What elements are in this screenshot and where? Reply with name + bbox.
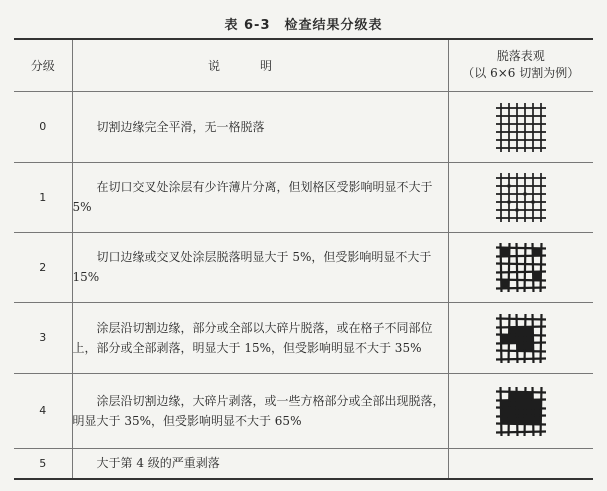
table-row: [14, 162, 593, 232]
flake-mark: [523, 193, 526, 196]
cut-line: [496, 350, 546, 351]
cut-line: [532, 387, 533, 436]
cut-line: [524, 243, 525, 292]
table-caption: [0, 14, 607, 33]
appearance-header-line1: 脱落表观: [496, 49, 545, 64]
flake-mark: [507, 201, 510, 204]
grade-description: 大于第 4 级的严重剥落: [72, 448, 448, 479]
cut-line: [532, 314, 533, 363]
grade-description: 切割边缘完全平滑，无一格脱落: [72, 91, 448, 162]
detached-cell: [501, 335, 509, 343]
cut-line: [500, 243, 501, 292]
cut-line: [496, 391, 546, 392]
grade-value: 2: [14, 232, 72, 302]
detached-cell: [533, 400, 541, 408]
cut-line: [496, 280, 546, 281]
detached-cell: [509, 335, 517, 343]
grade-value: 0: [14, 91, 72, 162]
detached-cell: [525, 416, 533, 424]
grade-description: 在切口交叉处涂层有少许薄片分离，但划格区受影响明显不大于 5%: [72, 162, 448, 232]
grading-table: [14, 38, 593, 480]
detached-cell: [509, 408, 517, 416]
crosshatch-clean-icon: [491, 102, 551, 152]
header-row: [14, 39, 593, 91]
appearance-cell-empty: [448, 448, 593, 479]
flake-mark: [531, 201, 534, 204]
appearance-cell: [448, 91, 593, 162]
cut-line: [496, 407, 546, 408]
detached-cell: [501, 248, 509, 256]
cut-line: [516, 243, 517, 292]
cut-line: [496, 248, 546, 249]
cut-line: [496, 423, 546, 424]
cut-line: [496, 415, 546, 416]
cut-line: [516, 387, 517, 436]
detached-cell: [517, 335, 525, 343]
detached-cell: [517, 408, 525, 416]
cut-line: [496, 272, 546, 273]
cut-line: [540, 387, 541, 436]
cut-line: [540, 314, 541, 363]
table-title: 检查结果分级表: [284, 18, 383, 33]
flake-mark: [507, 185, 510, 188]
detached-cell: [517, 400, 525, 408]
grade-value: 4: [14, 373, 72, 448]
appearance-cell: [448, 162, 593, 232]
crosshatch-large-flakes-icon: [491, 313, 551, 363]
appearance-header: [448, 39, 593, 91]
table-row: [14, 373, 593, 448]
crosshatch-flaking-icon: [491, 172, 551, 222]
cut-line: [496, 264, 546, 265]
grade-value: 1: [14, 162, 72, 232]
cut-line: [496, 256, 546, 257]
table-row: [14, 232, 593, 302]
cut-line: [496, 318, 546, 319]
appearance-cell: [448, 302, 593, 373]
detached-cell: [517, 327, 525, 335]
cut-line: [508, 243, 509, 292]
cut-line: [496, 326, 546, 327]
cut-line: [500, 387, 501, 436]
detached-cell: [525, 343, 533, 351]
grade-description: 切口边缘或交叉处涂层脱落明显大于 5%，但受影响明显不大于 15%: [72, 232, 448, 302]
cut-line: [508, 314, 509, 363]
crosshatch-edge-flaking-icon: [491, 242, 551, 292]
crosshatch-heavy-detachment-icon: [491, 386, 551, 436]
description-header: 说明: [72, 39, 448, 91]
cut-line: [540, 243, 541, 292]
table-row: [14, 448, 593, 479]
table-number: 表 6-3: [224, 18, 271, 33]
cut-line: [516, 314, 517, 363]
table-row: [14, 91, 593, 162]
table-row: [14, 302, 593, 373]
grade-header: 分级: [14, 39, 72, 91]
appearance-header-line2: （以 6×6 切割为例）: [462, 66, 580, 81]
cut-line: [496, 334, 546, 335]
grade-value: 5: [14, 448, 72, 479]
cut-line: [496, 288, 546, 289]
grade-description: 涂层沿切割边缘，大碎片剥落，或一些方格部分或全部出现脱落，明显大于 35%，但受影响明显不大于 65%: [72, 373, 448, 448]
cut-line: [496, 342, 546, 343]
cut-line: [508, 387, 509, 436]
cut-line: [496, 399, 546, 400]
cut-line: [496, 431, 546, 432]
flake-mark: [515, 209, 518, 212]
grade-value: 3: [14, 302, 72, 373]
cut-line: [524, 387, 525, 436]
detached-cell: [501, 408, 509, 416]
cut-line: [496, 358, 546, 359]
appearance-cell: [448, 373, 593, 448]
cut-line: [532, 243, 533, 292]
cut-line: [500, 314, 501, 363]
grade-description: 涂层沿切割边缘，部分或全部以大碎片脱落，或在格子不同部位上，部分或全部剥落，明显大于 15%，但受影响明显不大于 35%: [72, 302, 448, 373]
cut-line: [524, 314, 525, 363]
detached-cell: [517, 392, 525, 400]
appearance-cell: [448, 232, 593, 302]
